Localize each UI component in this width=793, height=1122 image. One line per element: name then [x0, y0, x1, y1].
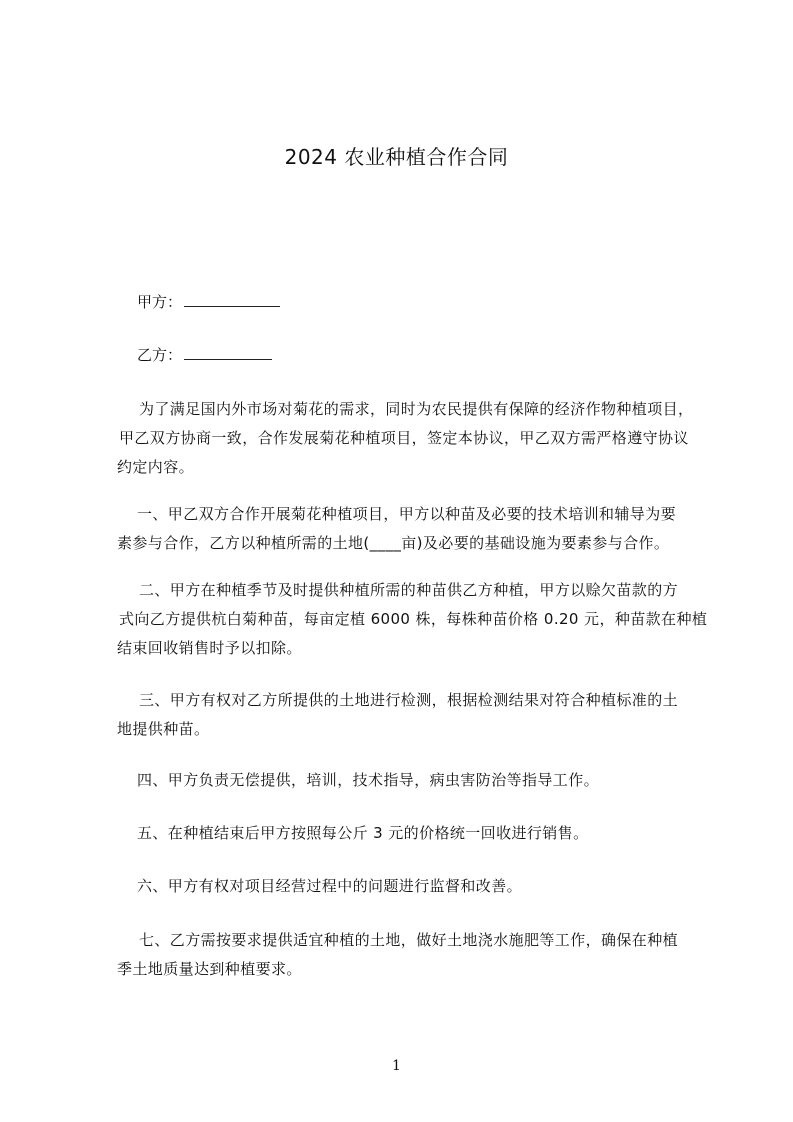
- clause-3: [117, 686, 707, 744]
- clause-7: [117, 926, 707, 984]
- party-a-blank: [184, 292, 280, 307]
- paragraph-line: 地提供种苗。: [117, 720, 210, 738]
- paragraph-line: 为了满足国内外市场对菊花的需求，同时为农民提供有保障的经济作物种植项目，: [139, 400, 694, 418]
- clause-5: [117, 819, 707, 848]
- paragraph-line: 二、甲方在种植季节及时提供种植所需的种苗供乙方种植，甲方以赊欠苗款的方: [139, 581, 679, 599]
- clause-6: [117, 872, 707, 901]
- paragraph-line: 约定内容。: [117, 458, 195, 476]
- paragraph-line: 一、甲乙双方合作开展菊花种植项目，甲方以种苗及必要的技术培训和辅导为要: [137, 505, 677, 523]
- clause-4: [117, 766, 707, 795]
- party-b-blank: [184, 345, 272, 360]
- paragraph-line: 七、乙方需按要求提供适宜种植的土地，做好土地浇水施肥等工作，确保在种植: [139, 931, 679, 949]
- paragraph-line: 季土地质量达到种植要求。: [117, 960, 302, 978]
- paragraph-line: 素参与合作，乙方以种植所需的土地(____亩)及必要的基础设施为要素参与合作。: [117, 534, 670, 552]
- page-number: 1: [392, 1058, 401, 1074]
- paragraph-line: 式向乙方提供杭白菊种苗，每亩定植 6000 株，每株种苗价格 0.20 元，种苗款在种植: [119, 610, 708, 628]
- party-a-line: [137, 290, 280, 314]
- paragraph-preamble: [117, 395, 707, 482]
- clause-1: [117, 500, 707, 558]
- clause-2: [117, 576, 707, 663]
- paragraph-line: 甲乙双方协商一致，合作发展菊花种植项目，签定本协议，甲乙双方需严格遵守协议: [119, 429, 689, 447]
- paragraph-line: 三、甲方有权对乙方所提供的土地进行检测，根据检测结果对符合种植标准的土: [139, 691, 679, 709]
- paragraph-line: 结束回收销售时予以扣除。: [117, 639, 302, 657]
- paragraph-line: 六、甲方有权对项目经营过程中的问题进行监督和改善。: [137, 877, 523, 895]
- party-a-label: 甲方：: [137, 293, 183, 311]
- paragraph-line: 四、甲方负责无偿提供，培训，技术指导，病虫害防治等指导工作。: [137, 771, 600, 789]
- page-title: 2024 农业种植合作合同: [284, 145, 509, 169]
- party-b-label: 乙方：: [137, 346, 183, 364]
- paragraph-line: 五、在种植结束后甲方按照每公斤 3 元的价格统一回收进行销售。: [137, 824, 589, 842]
- party-b-line: [137, 343, 272, 367]
